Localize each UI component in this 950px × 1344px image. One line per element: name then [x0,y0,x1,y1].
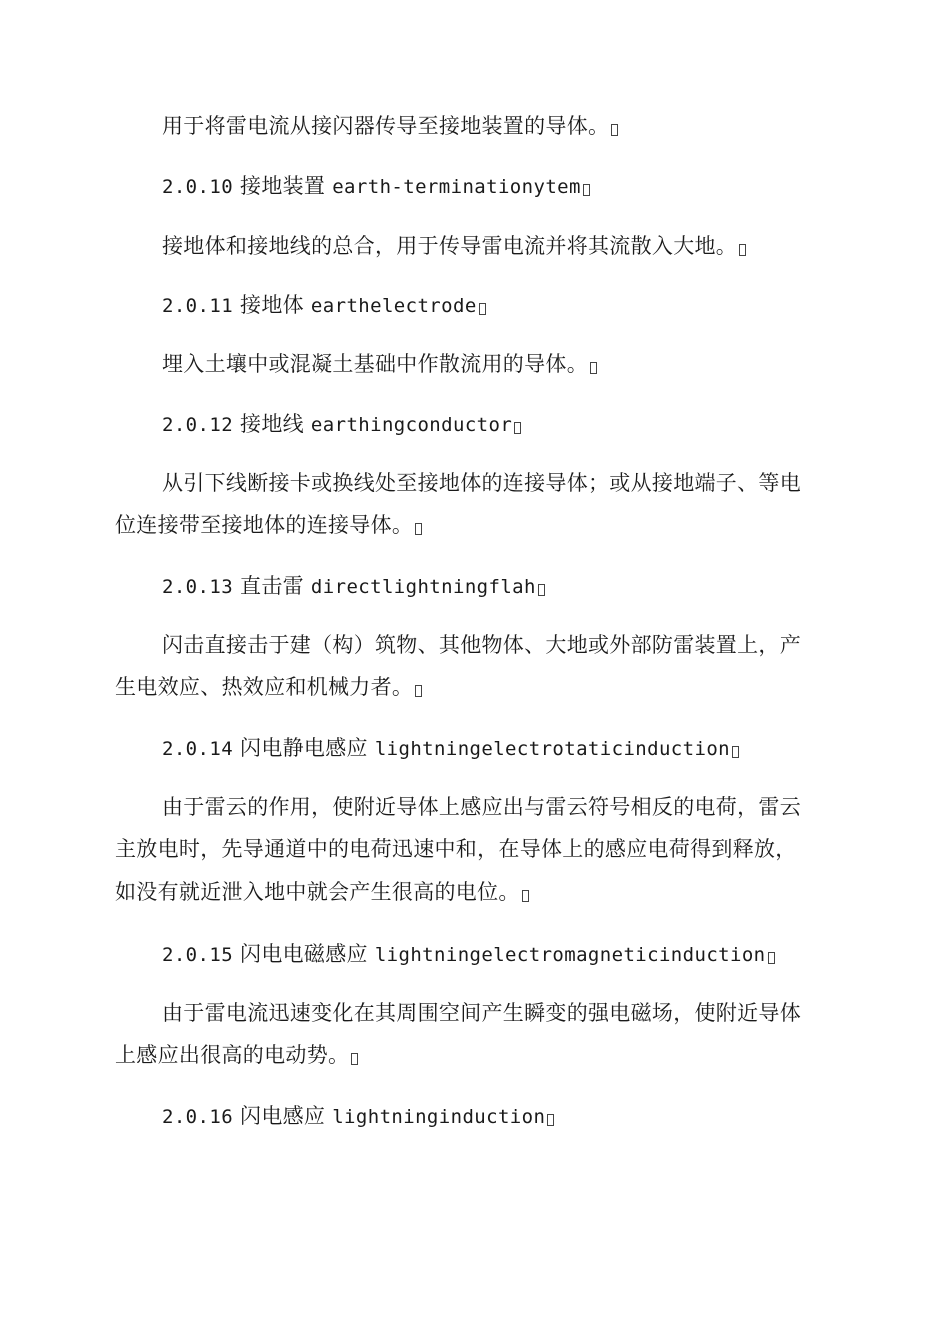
term-number: 2.0.13 [162,576,234,598]
paragraph-text: 接地体和接地线的总合，用于传导雷电流并将其流散入大地。 [115,226,882,267]
term-heading [115,728,882,770]
term-number: 2.0.10 [162,176,234,198]
paragraph-mark [590,362,597,374]
paragraph-text: 用于将雷电流从接闪器传导至接地装置的导体。 [115,106,882,147]
term-chinese: 接地线 [240,412,304,436]
term-heading [115,285,882,327]
paragraph-text-continued: 位连接带至接地体的连接导体。 [115,505,835,546]
paragraph-mark [351,1053,358,1065]
term-heading [115,404,882,446]
term-chinese: 闪电感应 [240,1104,326,1128]
paragraph-text-continued: 如没有就近泄入地中就会产生很高的电位。 [115,872,835,913]
paragraph-text: 从引下线断接卡或换线处至接地体的连接导体；或从接地端子、等电 [162,471,801,495]
term-chinese: 闪电静电感应 [240,736,368,760]
term-number: 2.0.15 [162,944,234,966]
paragraph-mark [538,584,545,596]
term-english: earthingconductor [310,414,513,436]
paragraph-mark [739,244,746,256]
term-heading [115,566,882,608]
term-heading [115,934,882,976]
paragraph-text-continued: 主放电时，先导通道中的电荷迅速中和，在导体上的感应电荷得到释放， [115,837,797,861]
term-chinese: 接地装置 [240,174,326,198]
paragraph-mark [415,685,422,697]
paragraph-mark [514,422,521,434]
paragraph-text: 由于雷云的作用，使附近导体上感应出与雷云符号相反的电荷，雷云 [162,795,801,819]
term-english: earthelectrode [310,295,477,317]
paragraph-text: 埋入土壤中或混凝土基础中作散流用的导体。 [115,344,882,385]
paragraph-mark [732,746,739,758]
paragraph-text-continued: 上感应出很高的电动势。 [115,1035,835,1076]
paragraph-mark [479,303,486,315]
term-chinese: 闪电电磁感应 [240,942,368,966]
term-english: lightningelectromagneticinduction [374,944,766,966]
term-number: 2.0.14 [162,738,234,760]
paragraph-mark [547,1114,554,1126]
term-number: 2.0.12 [162,414,234,436]
paragraph-text: 闪击直接击于建（构）筑物、其他物体、大地或外部防雷装置上，产 [162,633,801,657]
paragraph-mark [611,124,618,136]
paragraph-mark [768,952,775,964]
paragraph-text: 由于雷电流迅速变化在其周围空间产生瞬变的强电磁场，使附近导体 [162,1001,801,1025]
paragraph-mark [522,890,529,902]
term-english: lightningelectrotaticinduction [374,738,730,760]
term-number: 2.0.11 [162,295,234,317]
term-heading [115,1096,882,1138]
term-chinese: 直击雷 [240,574,304,598]
term-chinese: 接地体 [240,293,304,317]
paragraph-mark [583,184,590,196]
paragraph-text-continued: 生电效应、热效应和机械力者。 [115,667,835,708]
term-heading [115,166,882,208]
term-english: earth-terminationytem [332,176,581,198]
term-english: lightninginduction [332,1106,546,1128]
term-number: 2.0.16 [162,1106,234,1128]
paragraph-mark [415,523,422,535]
term-english: directlightningflah [310,576,536,598]
